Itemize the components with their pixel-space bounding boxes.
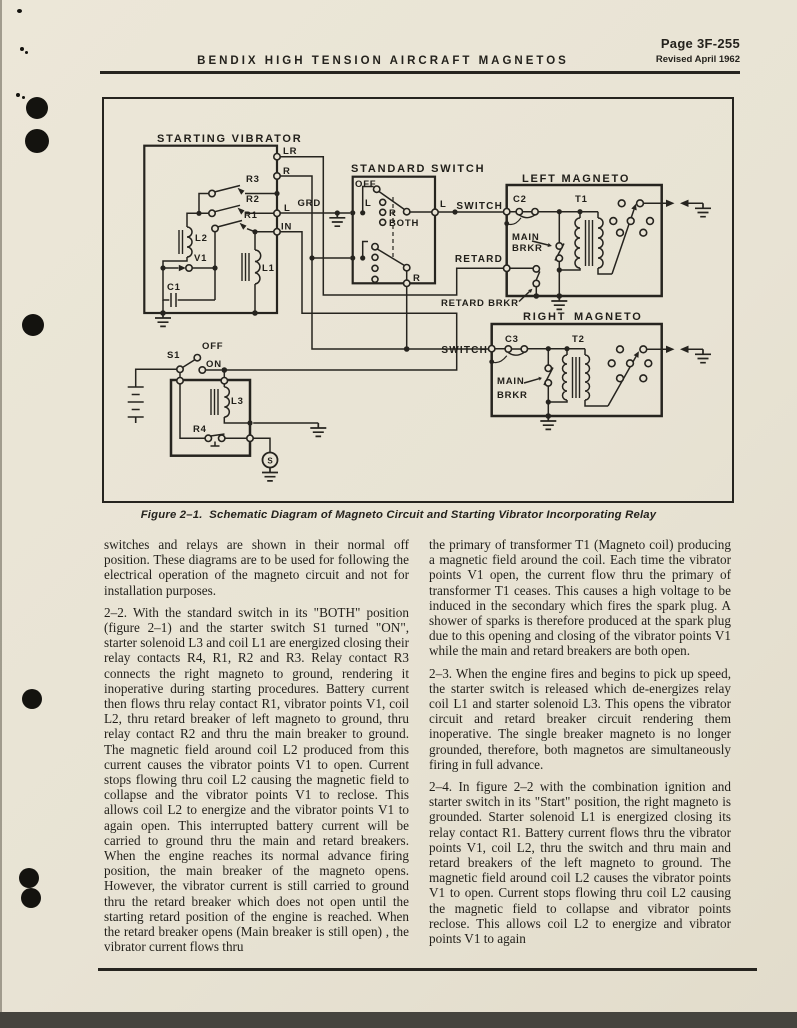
label-terminal-l: L (284, 203, 291, 214)
label-capacitor-c1: C1 (167, 282, 181, 293)
scan-speck (16, 93, 20, 97)
label-relay-r1: R1 (244, 210, 258, 221)
label-relay-r2: R2 (246, 194, 260, 205)
page-number: Page 3F-255 (660, 36, 740, 51)
label-switch-off: OFF (355, 179, 377, 190)
footer-rule (98, 968, 757, 971)
figure-caption: Figure 2–1. Schematic Diagram of Magneto Circuit and Starting Vibrator Incorporating Relay (140, 509, 657, 521)
label-s1-off: OFF (202, 341, 224, 352)
label-right-magneto-2: MAGNETO (574, 311, 643, 323)
scan-speck (17, 9, 22, 13)
label-capacitor-c3: C3 (505, 334, 519, 345)
punch-hole (22, 314, 44, 336)
header-rule (100, 71, 740, 74)
label-coil-l2: L2 (195, 233, 208, 244)
label-s1: S1 (167, 350, 181, 361)
label-transformer-t1: T1 (575, 194, 588, 205)
label-solenoid-l3: L3 (231, 396, 244, 407)
label-pos-l: L (365, 198, 372, 209)
punch-hole (22, 689, 42, 709)
label-points-v1: V1 (194, 253, 208, 264)
right-column (429, 537, 731, 953)
label-grd: GRD (297, 198, 321, 209)
revision-date: Revised April 1962 (655, 54, 740, 65)
page-title: BENDIX HIGH TENSION AIRCRAFT MAGNETOS (197, 55, 569, 67)
label-right-magneto-1: RIGHT (523, 311, 567, 323)
label-out-l: L (440, 199, 447, 210)
scan-speck (20, 47, 24, 51)
paragraph: the primary of transformer T1 (Magneto coil) producing a magnetic field around the coil. Each time the vibrator points V1 open, the current flow thru the primary of transformer T1 ceases. This causes a high voltage to be induced in the secondary which fires the spark plug. A shower of sparks is therefore produced at the spark plug due to this opening and closing of the vibrator points V1 while the main and retard breakers are both open. (429, 537, 731, 659)
label-standard-switch: STANDARD SWITCH (351, 163, 486, 175)
label-s1-on: ON (206, 359, 222, 370)
paragraph: 2–2. With the standard switch in its "BOTH" position (figure 2–1) and the starter switch S1 turned "ON", starter solenoid L3 and coil L1 are energized closing their relay contacts R4, R1, R2 and R3. Relay contact R3 connects the right magneto to ground, rendering it inoperative during starting procedures. Battery current then flows thru relay contact R1, vibrator points V1, coil L2, thru retard breaker of left magneto to ground, thru relay contact R2 and thru the main breaker to ground. The magnetic field around coil L2 produced from this current causes the vibrator points V1 to open. Current stops flowing thru coil L2 causing the magnetic field to collapse and the vibrator points V1 to reclose. This allows coil L2 to energize and the vibrator points V1 to again open. This interrupted battery current will be carried to ground thru the main and retard breakers. When the engine reaches its normal advance firing position, the main breaker of the magneto opens. However, the vibrator current is still carried to ground thru the retard breaker which does not open until the starting retard position of the engine is reached. When the retard breaker opens (Main breaker is still open) , the vibrator current flows thru (104, 604, 409, 955)
label-capacitor-c2: C2 (513, 194, 527, 205)
paragraph: 2–4. In figure 2–2 with the combination ignition and starter switch in its "Start" position, the right magneto is grounded. Starter solenoid L1 is energized closing its relay contact R1. Battery current flows thru the vibrator points V1, coil L2, thru the switch and thru main and retard breakers of the left magneto to ground. The magnetic field around coil L2 causes the vibrator points V1 to open. Current stops flowing thru coil L2 causing the magnetic field to collapse and vibrator points reclose. This allows coil L2 to energize and vibrator points V1 to again (429, 779, 731, 947)
label-main-brkr-left-2: BRKR (512, 243, 543, 254)
punch-hole (19, 868, 39, 888)
label-terminal-r: R (283, 166, 291, 177)
label-main-brkr-right-1: MAIN (497, 376, 525, 387)
label-retard: RETARD (454, 254, 503, 265)
label-main-brkr-right-2: BRKR (497, 390, 528, 401)
label-transformer-t2: T2 (572, 334, 585, 345)
label-retard-brkr: RETARD BRKR (441, 298, 519, 309)
scan-speck (22, 96, 25, 99)
label-terminal-lr: LR (283, 146, 298, 157)
label-starter-motor: S (267, 456, 273, 466)
label-left-magneto: LEFT MAGNETO (522, 173, 631, 185)
schematic-figure (95, 90, 745, 510)
ground-symbols (155, 203, 711, 481)
scan-speck (25, 51, 28, 54)
punch-hole (26, 97, 48, 119)
label-relay-r3: R3 (246, 174, 260, 185)
label-pos-r: R (389, 208, 397, 219)
left-column (104, 537, 409, 961)
label-switch-left: SWITCH (456, 201, 503, 212)
label-coil-l1: L1 (262, 263, 275, 274)
label-terminal-in: IN (281, 221, 293, 233)
label-out-r: R (413, 273, 421, 284)
label-starting-vibrator: STARTING VIBRATOR (157, 133, 303, 145)
component-boxes (144, 146, 661, 456)
label-main-brkr-left-1: MAIN (512, 232, 540, 243)
paragraph: 2–3. When the engine fires and begins to pick up speed, the starter switch is released which de-energizes relay coil L1 and starter solenoid L3. This opens the vibrator circuit and retard breaker circuit rendering them inoperative. The single breaker magneto is no longer grounded, therefore, both magnetos are simultaneously firing in full advance. (429, 665, 731, 772)
label-relay-r4: R4 (193, 424, 207, 435)
punch-hole (25, 129, 49, 153)
label-pos-both: BOTH (389, 218, 420, 229)
label-switch-right: SWITCH (441, 345, 488, 356)
scan-bottom-bar (0, 1012, 797, 1028)
paragraph: switches and relays are shown in their normal off position. These diagrams are to be used for following the electrical operation of the magneto circuit and not for installation purposes. (104, 537, 409, 598)
punch-hole (21, 888, 41, 908)
